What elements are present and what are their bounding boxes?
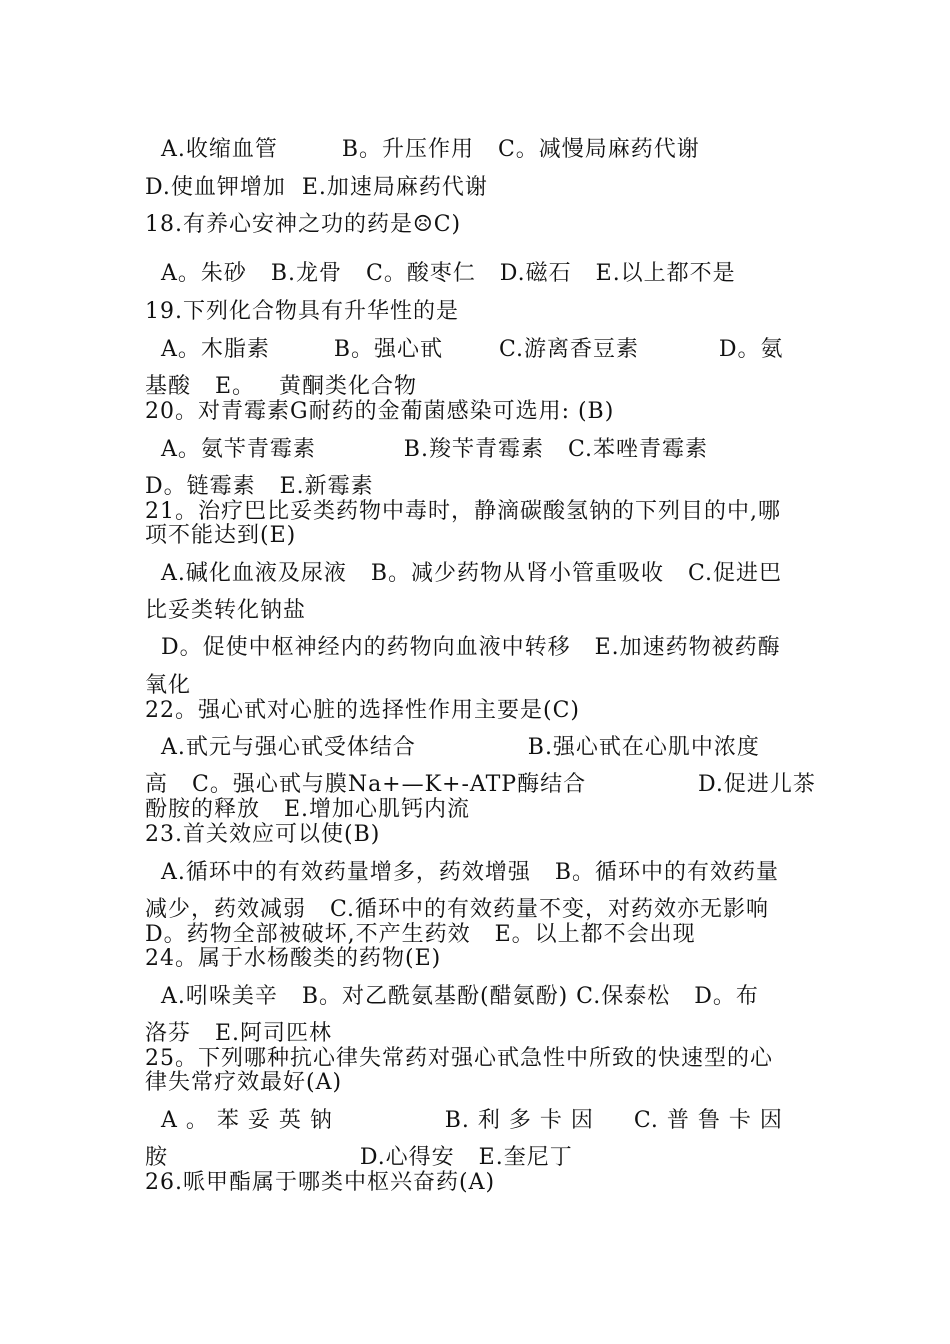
text-line: A 。 苯 妥 英 钠 B. 利 多 卡 因 C. 普 鲁 卡 因: [145, 1108, 783, 1133]
question-23: 23.首关效应可以使(B): [145, 822, 381, 847]
question-24: 24。属于水杨酸类的药物(E): [145, 946, 442, 971]
text-line: 比妥类转化钠盐: [145, 598, 307, 623]
text-line: 高 C。强心甙与膜Na+—K+-ATP酶结合 D.促进儿茶: [145, 772, 816, 797]
question-21: 21。治疗巴比妥类药物中毒时，静滴碳酸氢钠的下列目的中,哪: [145, 499, 781, 524]
text-line: 律失常疗效最好(A): [145, 1070, 343, 1095]
text-line: D。促使中枢神经内的药物向血液中转移 E.加速药物被药酶: [145, 635, 781, 660]
text-line: A.收缩血管 B。升压作用 C。减慢局麻药代谢: [145, 137, 700, 162]
question-19: 19.下列化合物具有升华性的是: [145, 299, 459, 324]
text-line: D。药物全部被破坏,不产生药效 E。以上都不会出现: [145, 922, 696, 947]
text-line: 项不能达到(E): [145, 523, 297, 548]
question-25: 25。下列哪种抗心律失常药对强心甙急性中所致的快速型的心: [145, 1046, 773, 1071]
text-line: D。链霉素 E.新霉素: [145, 474, 374, 499]
text-line: A.碱化血液及尿液 B。减少药物从肾小管重吸收 C.促进巴: [145, 561, 783, 586]
question-18: 18.有养心安神之功的药是☹C): [145, 212, 462, 237]
text-line: A。朱砂 B.龙骨 C。酸枣仁 D.磁石 E.以上都不是: [145, 261, 736, 286]
question-26: 26.哌甲酯属于哪类中枢兴奋药(A): [145, 1170, 496, 1195]
text-line: A。木脂素 B。强心甙 C.游离香豆素 D。氨: [145, 337, 784, 362]
text-line: A。氨苄青霉素 B.羧苄青霉素 C.苯唑青霉素: [145, 437, 708, 462]
text-line: 酚胺的释放 E.增加心肌钙内流: [145, 797, 471, 822]
question-20: 20。对青霉素G耐药的金葡菌感染可选用: (B): [145, 399, 615, 424]
text-line: 基酸 E。 黄酮类化合物: [145, 374, 418, 399]
text-line: A.甙元与强心甙受体结合 B.强心甙在心肌中浓度: [145, 735, 760, 760]
text-line: 氧化: [145, 673, 192, 698]
text-line: 洛芬 E.阿司匹林: [145, 1021, 333, 1046]
text-line: A.吲哚美辛 B。对乙酰氨基酚(醋氨酚) C.保泰松 D。布: [145, 984, 759, 1009]
text-line: 减少，药效减弱 C.循环中的有效药量不变，对药效亦无影响: [145, 897, 770, 922]
text-line: D.使血钾增加 E.加速局麻药代谢: [145, 175, 488, 200]
text-line: A.循环中的有效药量增多，药效增强 B。循环中的有效药量: [145, 860, 780, 885]
text-line: 胺 D.心得安 E.奎尼丁: [145, 1145, 573, 1170]
question-22: 22。强心甙对心脏的选择性作用主要是(C): [145, 698, 580, 723]
